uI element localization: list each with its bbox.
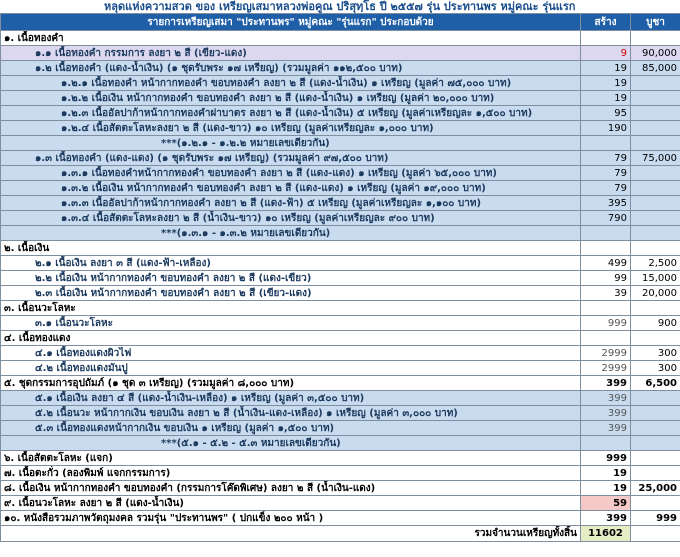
row-built: 2999 — [581, 346, 631, 361]
row-desc: ๑. เนื้อทองคำ — [1, 31, 581, 46]
row-built — [581, 436, 631, 451]
table-row[interactable] — [1, 421, 680, 436]
row-price — [631, 136, 680, 151]
row-built: 190 — [581, 121, 631, 136]
table-row[interactable] — [1, 196, 680, 211]
table-row[interactable] — [1, 46, 680, 61]
row-price: 25,000 — [631, 481, 680, 496]
row-desc: ๑.๒.๒ เนื้อเงิน หน้ากากทองคำ ขอบทองคำ ลงยา ๒ สี (แดง-น้ำเงิน) ๑ เหรียญ (มูลค่า ๒๐,๐๐๐ บาท) — [1, 91, 581, 106]
row-built: 9 — [581, 46, 631, 61]
row-price: 2,500 — [631, 256, 680, 271]
table-row[interactable] — [1, 106, 680, 121]
table-header — [1, 14, 680, 31]
table-row[interactable] — [1, 391, 680, 406]
row-price — [631, 451, 680, 466]
row-price — [631, 181, 680, 196]
total-value: 11602 — [581, 526, 631, 542]
table-row[interactable] — [1, 316, 680, 331]
row-desc: ๕.๒ เนื้อนวะ หน้ากากเงิน ขอบเงิน ลงยา ๒ สี (น้ำเงิน-แดง-เหลือง) ๑ เหรียญ (มูลค่า ๓,๐๐๐ บาท) — [1, 406, 581, 421]
table-row[interactable] — [1, 136, 680, 151]
table-row[interactable] — [1, 121, 680, 136]
table-row[interactable] — [1, 226, 680, 241]
table-row[interactable] — [1, 376, 680, 391]
row-price — [631, 196, 680, 211]
row-price — [631, 331, 680, 346]
row-price: 6,500 — [631, 376, 680, 391]
row-built: 79 — [581, 166, 631, 181]
row-desc: ๔. เนื้อทองแดง — [1, 331, 581, 346]
row-desc: ๒. เนื้อเงิน — [1, 241, 581, 256]
row-price — [631, 421, 680, 436]
row-desc: ๕.๑ เนื้อเงิน ลงยา ๔ สี (แดง-น้ำเงิน-เหลือง) ๑ เหรียญ (มูลค่า ๓,๕๐๐ บาท) — [1, 391, 581, 406]
row-built: 999 — [581, 316, 631, 331]
table-row[interactable] — [1, 31, 680, 46]
row-price — [631, 121, 680, 136]
row-built: 2999 — [581, 361, 631, 376]
row-built: 399 — [581, 421, 631, 436]
table-row[interactable] — [1, 466, 680, 481]
row-price — [631, 91, 680, 106]
row-built: 19 — [581, 91, 631, 106]
row-built: 999 — [581, 451, 631, 466]
table-row[interactable] — [1, 511, 680, 526]
header-price: บูชา — [631, 14, 680, 31]
table-row[interactable] — [1, 181, 680, 196]
row-desc: ๙. เนื้อนวะโลหะ ลงยา ๒ สี (แดง-น้ำเงิน) — [1, 496, 581, 511]
row-desc: ๒.๑ เนื้อเงิน ลงยา ๓ สี (แดง-ฟ้า-เหลือง) — [1, 256, 581, 271]
row-desc: ๑.๑ เนื้อทองคำ กรรมการ ลงยา ๒ สี (เขียว-แดง) — [1, 46, 581, 61]
row-built: 399 — [581, 391, 631, 406]
row-desc: ๑.๓.๒ เนื้อเงิน หน้ากากทองคำ ขอบทองคำ ลงยา ๒ สี (แดง-แดง) ๑ เหรียญ (มูลค่า ๑๙,๐๐๐ บาท) — [1, 181, 581, 196]
table-row[interactable] — [1, 166, 680, 181]
row-desc: ๑๐. หนังสือรวมภาพวัตถุมงคล รวมรุ่น "ประทานพร" ( ปกแข็ง ๒๐๐ หน้า ) — [1, 511, 581, 526]
table-row[interactable] — [1, 61, 680, 76]
row-desc: ๔.๒ เนื้อทองแดงมันปู — [1, 361, 581, 376]
table-row[interactable] — [1, 451, 680, 466]
table-row[interactable] — [1, 406, 680, 421]
row-built: 399 — [581, 406, 631, 421]
table-row[interactable] — [1, 286, 680, 301]
row-price: 85,000 — [631, 61, 680, 76]
table-row[interactable] — [1, 211, 680, 226]
table-row[interactable] — [1, 331, 680, 346]
row-desc: ๘. เนื้อเงิน หน้ากากทองคำ ขอบทองคำ (กรรมการโค๊ดพิเศษ) ลงยา ๒ สี (น้ำเงิน-แดง) — [1, 481, 581, 496]
row-built: 399 — [581, 511, 631, 526]
row-built — [581, 136, 631, 151]
header-item: รายการเหรียญเสมา "ประทานพร" หมู่คณะ "รุ่นแรก" ประกอบด้วย — [1, 14, 581, 31]
row-desc: ๑.๒ เนื้อทองคำ (แดง-น้ำเงิน) (๑ ชุดรับพระ ๑๗ เหรียญ) (รวมมูลค่า ๑๑๒,๕๐๐ บาท) — [1, 61, 581, 76]
row-built: 79 — [581, 151, 631, 166]
table-row[interactable] — [1, 271, 680, 286]
row-desc: ๖. เนื้อสัตตะโลหะ (แจก) — [1, 451, 581, 466]
table-row[interactable] — [1, 241, 680, 256]
row-built: 19 — [581, 61, 631, 76]
table-row[interactable] — [1, 481, 680, 496]
row-built — [581, 226, 631, 241]
row-price — [631, 106, 680, 121]
row-desc: ๑.๒.๔ เนื้อสัตตะโลหะลงยา ๒ สี (แดง-ขาว) ๑๐ เหรียญ (มูลค่าเหรียญละ ๑,๐๐๐ บาท) — [1, 121, 581, 136]
row-desc: ***(๕.๑ - ๕.๒ - ๕.๓ หมายเลขเดียวกัน) — [1, 436, 581, 451]
row-price: 900 — [631, 316, 680, 331]
table-row[interactable] — [1, 76, 680, 91]
row-built: 79 — [581, 181, 631, 196]
row-desc: ๑.๒.๓ เนื้ออัลปาก้าหน้ากากทองคำฝาบาตร ลงยา ๒ สี (แดง-น้ำเงิน) ๕ เหรียญ (มูลค่าเหรียญละ ๑,๕๐๐ บาท) — [1, 106, 581, 121]
total-row — [1, 526, 680, 542]
row-desc: ๗. เนื้อตะกั่ว (ลองพิมพ์ แจกกรรมการ) — [1, 466, 581, 481]
row-desc: ๓.๑ เนื้อนวะโลหะ — [1, 316, 581, 331]
row-desc: ***(๑.๒.๑ - ๑.๒.๒ หมายเลขเดียวกัน) — [1, 136, 581, 151]
row-built: 399 — [581, 376, 631, 391]
row-price — [631, 406, 680, 421]
row-built: 499 — [581, 256, 631, 271]
row-built: 19 — [581, 76, 631, 91]
table-row[interactable] — [1, 496, 680, 511]
row-built — [581, 301, 631, 316]
row-desc: ๕.๓ เนื้อทองแดงหน้ากากเงิน ขอบเงิน ๑ เหรียญ (มูลค่า ๑,๕๐๐ บาท) — [1, 421, 581, 436]
row-desc: ๕. ชุดกรรมการอุปถัมภ์ (๑ ชุด ๓ เหรียญ) (รวมมูลค่า ๘,๐๐๐ บาท) — [1, 376, 581, 391]
row-desc: ๑.๓.๑ เนื้อทองคำหน้ากากทองคำ ขอบทองคำ ลงยา ๒ สี (แดง-แดง) ๑ เหรียญ (มูลค่า ๖๕,๐๐๐ บาท) — [1, 166, 581, 181]
row-desc: ๑.๓.๔ เนื้อสัตตะโลหะลงยา ๒ สี (น้ำเงิน-ขาว) ๑๐ เหรียญ (มูลค่าเหรียญละ ๙๐๐ บาท) — [1, 211, 581, 226]
table-row[interactable] — [1, 256, 680, 271]
row-desc: ๔.๑ เนื้อทองแดงผิวไฟ — [1, 346, 581, 361]
row-built: 95 — [581, 106, 631, 121]
row-price: 75,000 — [631, 151, 680, 166]
total-empty — [631, 526, 680, 542]
row-price — [631, 226, 680, 241]
row-price — [631, 391, 680, 406]
row-price — [631, 496, 680, 511]
table-row[interactable] — [1, 151, 680, 166]
row-price: 300 — [631, 361, 680, 376]
table-row[interactable] — [1, 301, 680, 316]
table-row[interactable] — [1, 361, 680, 376]
row-desc: ๑.๓.๓ เนื้ออัลปาก้าหน้ากากทองคำ ลงยา ๒ สี (แดง-ฟ้า) ๕ เหรียญ (มูลค่าเหรียญละ ๑,๑๐๐ บาท) — [1, 196, 581, 211]
row-built: 395 — [581, 196, 631, 211]
row-price — [631, 301, 680, 316]
row-built — [581, 31, 631, 46]
row-price — [631, 76, 680, 91]
row-desc: ๑.๒.๑ เนื้อทองคำ หน้ากากทองคำ ขอบทองคำ ลงยา ๒ สี (แดง-น้ำเงิน) ๑ เหรียญ (มูลค่า ๗๕,๐๐๐ บาท) — [1, 76, 581, 91]
row-price — [631, 241, 680, 256]
total-label: รวมจำนวนเหรียญทั้งสิ้น — [1, 526, 581, 542]
row-built — [581, 241, 631, 256]
row-desc: ***(๑.๓.๑ - ๑.๓.๒ หมายเลขเดียวกัน) — [1, 226, 581, 241]
row-desc: ๓. เนื้อนวะโลหะ — [1, 301, 581, 316]
row-built: 99 — [581, 271, 631, 286]
table-row[interactable] — [1, 346, 680, 361]
medal-table — [0, 13, 680, 542]
page-title: หลุดแห่งความสวด ของ เหรียญเสมาหลวงพ่อคูณ ปริสุทฺโธ ปี ๒๕๕๗ รุ่น ประทานพร หมู่คณะ รุ่นแรก — [0, 0, 680, 13]
row-price: 20,000 — [631, 286, 680, 301]
row-built: 790 — [581, 211, 631, 226]
row-built: 39 — [581, 286, 631, 301]
row-price: 300 — [631, 346, 680, 361]
row-built: 19 — [581, 466, 631, 481]
row-desc: ๑.๓ เนื้อทองคำ (แดง-แดง) (๑ ชุดรับพระ ๑๗ เหรียญ) (รวมมูลค่า ๙๗,๕๐๐ บาท) — [1, 151, 581, 166]
row-built — [581, 331, 631, 346]
table-row[interactable] — [1, 91, 680, 106]
row-built: 19 — [581, 481, 631, 496]
row-price — [631, 466, 680, 481]
row-price: 999 — [631, 511, 680, 526]
header-built: สร้าง — [581, 14, 631, 31]
row-desc: ๒.๒ เนื้อเงิน หน้ากากทองคำ ขอบทองคำ ลงยา ๒ สี (แดง-เขียว) — [1, 271, 581, 286]
row-built: 59 — [581, 496, 631, 511]
row-desc: ๒.๓ เนื้อเงิน หน้ากากทองคำ ขอบทองคำ ลงยา ๒ สี (เขียว-แดง) — [1, 286, 581, 301]
row-price — [631, 166, 680, 181]
row-price — [631, 31, 680, 46]
row-price — [631, 211, 680, 226]
row-price — [631, 436, 680, 451]
table-row[interactable] — [1, 436, 680, 451]
row-price: 15,000 — [631, 271, 680, 286]
row-price: 90,000 — [631, 46, 680, 61]
